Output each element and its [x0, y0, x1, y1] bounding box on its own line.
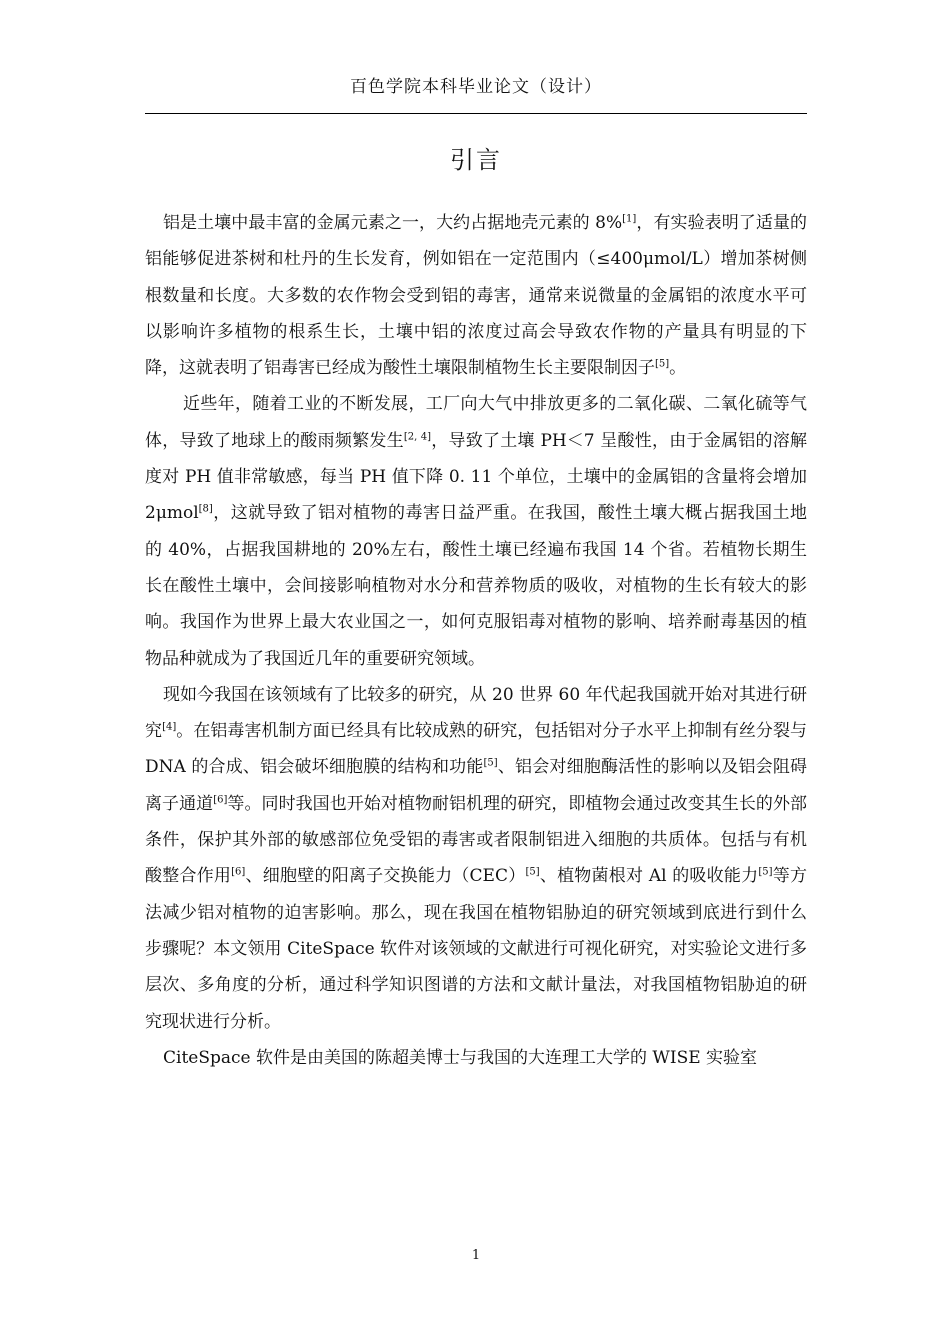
text-run: 、植物菌根对 Al 的吸收能力 [539, 866, 759, 887]
citation-ref: [5] [758, 866, 773, 878]
page-number: 1 [471, 1248, 481, 1263]
text-run: 。在铝毒害机制方面已经具有比较成熟的研究，包括铝对分子水平上抑制有丝分裂与 DNA 的合成、铝会破坏细胞膜的结构和功能 [145, 721, 808, 778]
section-title: 引言 [450, 146, 502, 174]
text-run: CiteSpace 软件是由美国的陈超美博士与我国的大连理工大学的 WISE 实验室 [163, 1047, 758, 1068]
paragraph-3 [145, 677, 807, 1040]
header-rule [145, 113, 807, 114]
text-run: 等方法减少铝对植物的迫害影响。那么，现在我国在植物铝胁迫的研究领域到底进行到什么步骤呢？本文领用 CiteSpace 软件对该领域的文献进行可视化研究，对实验论文进行多层次、多角度的分析，通过科学知识图谱的方法和文献计量法，对我国植物铝胁迫的研究现状进行分析。 [145, 866, 807, 1032]
body-text [145, 205, 807, 1076]
text-run: 、铝会对细胞酶活性的影响以及铝会阻碍离子通道 [145, 757, 808, 814]
citation-ref: [6] [231, 866, 246, 878]
text-run: ，导致了土壤 PH＜7 呈酸性，由于金属铝的溶解度对 PH 值非常敏感，每当 PH 值下降 0. 11 个单位，土壤中的金属铝的含量将会增加 2μmol [145, 430, 808, 524]
text-run: ，有实验表明了适量的铝能够促进茶树和杜丹的生长发育，例如铝在一定范围内（≤400μmol/L）增加茶树侧根数量和长度。大多数的农作物会受到铝的毒害，通常来说微量的金属铝的浓度水平可以影响许多植物的根系生长，土壤中铝的浓度过高会导致农作物的产量具有明显的下降，这就表明了铝毒害已经成为酸性土壤限制植物生长主要限制因子 [145, 213, 808, 379]
citation-ref: [4] [162, 721, 177, 733]
citation-ref: [5] [525, 866, 540, 878]
text-run: 铝是土壤中最丰富的金属元素之一，大约占据地壳元素的 8% [163, 213, 623, 233]
citation-ref: [5] [483, 757, 498, 769]
paragraph-4 [145, 1040, 807, 1076]
text-run: 。 [669, 358, 687, 379]
text-run: ，这就导致了铝对植物的毒害日益严重。在我国，酸性土壤大概占据我国土地的 40%，占据我国耕地的 20%左右，酸性土壤已经遍布我国 14 个省。若植物长期生长在酸性土壤中，会间接影响植物对水分和营养物质的吸收，对植物的生长有较大的影响。我国作为世界上最大农业国之一，如何克服铝毒对植物的影响、培养耐毒基因的植物品种就成为了我国近几年的重要研究领域。 [145, 503, 807, 669]
text-run: 现如今我国在该领域有了比较多的研究，从 20 世界 60 年代起我国就开始对其进行研究 [145, 684, 807, 742]
text-run: 等。同时我国也开始对植物耐铝机理的研究，即植物会通过改变其生长的外部条件，保护其外部的敏感部位免受铝的毒害或者限制铝进入细胞的共质体。包括与有机酸整合作用 [145, 793, 808, 887]
citation-ref: [2, 4] [403, 431, 431, 443]
text-run: 近些年，随着工业的不断发展，工厂向大气中排放更多的二氧化碳、二氧化硫等气体，导致了地球上的酸雨频繁发生 [145, 394, 807, 451]
citation-ref: [1] [622, 213, 637, 225]
paragraph-1 [145, 205, 807, 386]
citation-ref: [6] [213, 794, 228, 806]
paragraph-2 [145, 386, 807, 676]
running-header: 百色学院本科毕业论文（设计） [350, 77, 602, 97]
citation-ref: [5] [655, 358, 670, 370]
citation-ref: [8] [198, 503, 213, 515]
text-run: 、细胞壁的阳离子交换能力（CEC） [245, 866, 526, 887]
